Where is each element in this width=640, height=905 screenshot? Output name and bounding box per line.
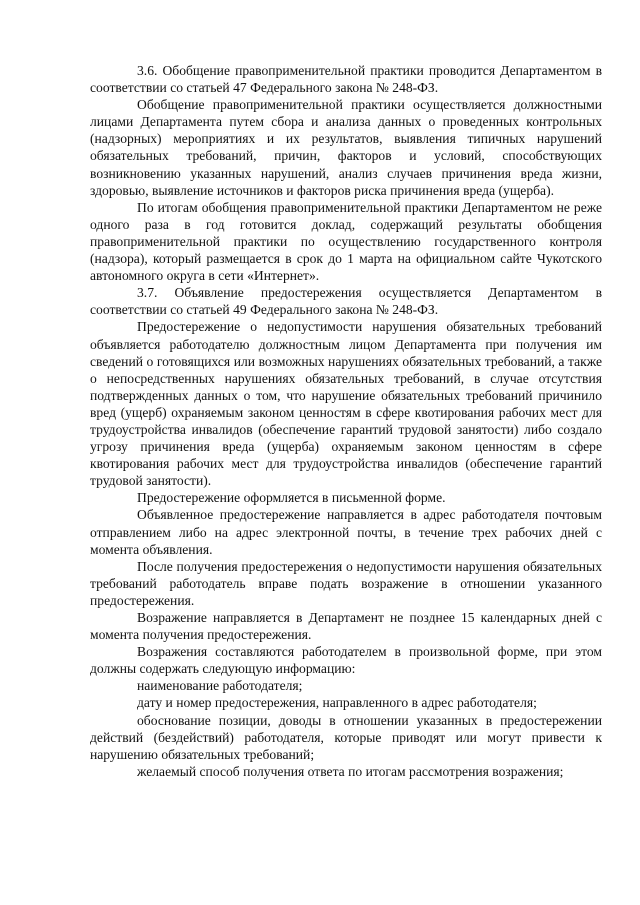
paragraph-warning-delivery: Объявленное предостережение направляется в адрес работодателя почтовым отправлением либо на адрес электронной почты, в течение трех рабочих дней с момента объявления. <box>90 507 602 557</box>
paragraph-written-form: Предостережение оформляется в письменной форме. <box>137 490 446 506</box>
list-item-employer-name: наименование работодателя; <box>137 678 303 694</box>
paragraph-warning-grounds: Предостережение о недопустимости нарушения обязательных требований объявляется работодателю должностным лицом Департамента при получения им сведений о готовящихся или возможных нарушениях обязательных требований, а также о непосредственных нарушениях обязательных требований, в случае отсутствия подтвержденных данных о том, что нарушение обязательных требований причинило вред (ущерб) охраняемым законом ценностям в сфере квотирования рабочих мест для трудоустройства инвалидов (обеспечение гарантий трудовой занятости) либо создало угрозу причинения вреда (ущерба) охраняемым законом ценностям в сфере квотирования рабочих мест для трудоустройства инвалидов (обеспечение гарантий трудовой занятости). <box>90 319 602 489</box>
document-body <box>90 62 602 780</box>
paragraph-objection-deadline: Возражение направляется в Департамент не позднее 15 календарных дней с момента получения предостережения. <box>90 610 602 643</box>
paragraph-3-7: 3.7. Объявление предостережения осуществляется Департаментом в соответствии со статьей 49 Федерального закона № 248-ФЗ. <box>90 285 602 318</box>
paragraph-objection-right: После получения предостережения о недопустимости нарушения обязательных требований работодатель вправе подать возражение в отношении указанного предостережения. <box>90 558 602 608</box>
list-item-response-method: желаемый способ получения ответа по итогам рассмотрения возражения; <box>137 763 564 779</box>
list-item-position-justification: обоснование позиции, доводы в отношении указанных в предостережении действий (бездействий) работодателя, которые приводят или могут привести к нарушению обязательных требований; <box>90 712 602 762</box>
list-item-warning-date-number: дату и номер предостережения, направленного в адрес работодателя; <box>137 695 537 711</box>
paragraph-annual-report: По итогам обобщения правоприменительной практики Департаментом не реже одного раза в год готовится доклад, содержащий результаты обобщения правоприменительной практики по осуществлению государственного контроля (надзора), который размещается в срок до 1 марта на официальном сайте Чукотского автономного округа в сети «Интернет». <box>90 199 602 284</box>
paragraph-generalization-description: Обобщение правоприменительной практики осуществляется должностными лицами Департамента путем сбора и анализа данных о проведенных контрольных (надзорных) мероприятиях и их результатов, выявления типичных нарушений обязательных требований, причин, факторов и условий, способствующих возникновению указанных нарушений, анализ случаев причинения вреда жизни, здоровью, выявление источников и факторов риска причинения вреда (ущерба). <box>90 97 602 198</box>
paragraph-3-6: 3.6. Обобщение правоприменительной практики проводится Департаментом в соответствии со статьей 47 Федерального закона № 248-ФЗ. <box>90 63 602 96</box>
paragraph-objection-content: Возражения составляются работодателем в произвольной форме, при этом должны содержать следующую информацию: <box>90 644 602 677</box>
